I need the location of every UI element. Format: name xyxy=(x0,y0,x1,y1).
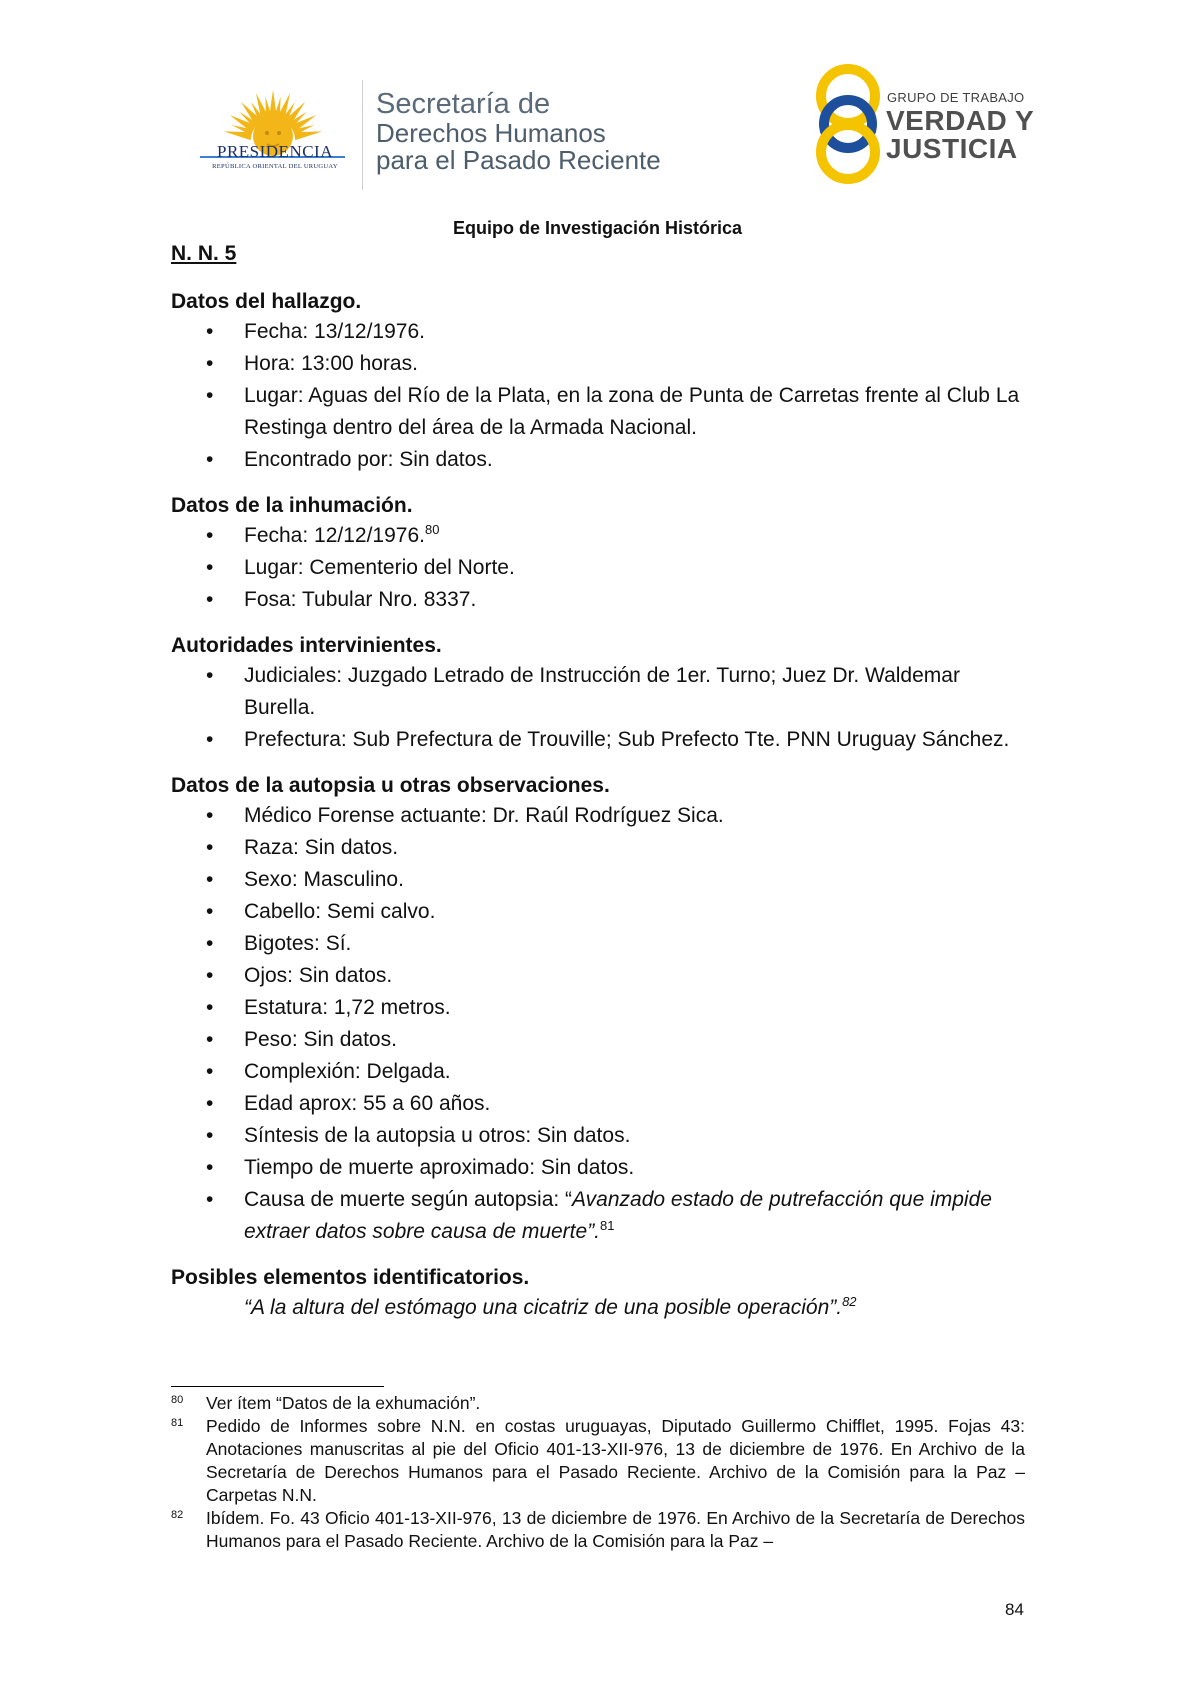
footnote: 81 Pedido de Informes sobre N.N. en costas uruguayas, Diputado Guillermo Chifflet, 1995. Fojas 43: Anotaciones manuscritas al pie del Oficio 401-13-XII-976, 13 de diciembre de 1976. En Archivo de la Secretaría de Derechos Humanos para el Pasado Reciente. Archivo de la Comisión para la Paz – Carpetas N.N. xyxy=(171,1416,1025,1505)
footnote-separator xyxy=(171,1386,384,1387)
secretaria-line1: Secretaría de xyxy=(376,88,551,120)
autoridades-list xyxy=(171,660,1031,756)
case-code: N. N. 5 xyxy=(171,242,237,265)
document-body xyxy=(171,240,1031,1324)
section-heading-autoridades: Autoridades intervinientes. xyxy=(171,634,442,657)
verdad-justicia-rings-logo xyxy=(808,60,888,188)
section-heading-inhumacion: Datos de la inhumación. xyxy=(171,494,413,517)
section-heading-autopsia: Datos de la autopsia u otras observaciones. xyxy=(171,774,610,797)
section-heading-hallazgo: Datos del hallazgo. xyxy=(171,290,362,313)
section-heading-identificatorios: Posibles elementos identificatorios. xyxy=(171,1266,530,1289)
list-item: • Fecha: 13/12/1976. xyxy=(206,320,425,343)
list-item: • Fosa: Tubular Nro. 8337. xyxy=(206,588,477,611)
footnote-ref[interactable]: 80 xyxy=(424,522,440,537)
list-item: • Raza: Sin datos. xyxy=(206,836,399,859)
list-item: • Sexo: Masculino. xyxy=(206,868,404,891)
footnote: 80 Ver ítem “Datos de la exhumación”. xyxy=(171,1393,481,1413)
list-item: • Lugar: Cementerio del Norte. xyxy=(206,556,515,579)
list-item: • Encontrado por: Sin datos. xyxy=(206,448,493,471)
list-item: • Tiempo de muerte aproximado: Sin datos. xyxy=(206,1156,635,1179)
inhumacion-list xyxy=(171,520,1031,616)
secretaria-line2: Derechos Humanos xyxy=(376,118,606,148)
page-number: 84 xyxy=(1005,1600,1024,1619)
list-item: • Judiciales: Juzgado Letrado de Instrucción de 1er. Turno; Juez Dr. Waldemar Burella. xyxy=(206,664,960,719)
team-title: Equipo de Investigación Histórica xyxy=(452,218,743,238)
list-item: • Prefectura: Sub Prefectura de Trouville; Sub Prefecto Tte. PNN Uruguay Sánchez. xyxy=(206,728,1010,751)
list-item: • Ojos: Sin datos. xyxy=(206,964,393,987)
list-item: • Fecha: 12/12/1976.80 xyxy=(206,522,440,547)
list-item: • Hora: 13:00 horas. xyxy=(206,352,418,375)
presidencia-sublabel: REPÚBLICA ORIENTAL DEL URUGUAY xyxy=(212,163,338,170)
justicia-label: JUSTICIA xyxy=(886,133,1018,164)
footnotes xyxy=(171,1392,1025,1553)
list-item: • Lugar: Aguas del Río de la Plata, en la zona de Punta de Carretas frente al Club La Restinga dentro del área de la Armada Nacional. xyxy=(206,384,1020,439)
list-item: • Cabello: Semi calvo. xyxy=(206,900,436,923)
list-item-causa: • Causa de muerte según autopsia: “Avanzado estado de putrefacción que impide extraer datos sobre causa de muerte”.$^{81}$ xyxy=(206,1188,992,1243)
list-item: • Estatura: 1,72 metros. xyxy=(206,996,451,1019)
grupo-label: GRUPO DE TRABAJO xyxy=(887,90,1025,105)
list-item: • Síntesis de la autopsia u otros: Sin datos. xyxy=(206,1124,631,1147)
identificatorios-quote: “A la altura del estómago una cicatriz de una posible operación”.$^{82}$ xyxy=(244,1294,857,1319)
presidencia-label: PRESIDENCIA xyxy=(216,142,333,161)
list-item: • Peso: Sin datos. xyxy=(206,1028,397,1051)
header-divider xyxy=(362,80,363,190)
secretaria-line3: para el Pasado Reciente xyxy=(376,145,661,175)
page-header xyxy=(0,60,1191,200)
verdad-label: VERDAD Y xyxy=(886,105,1035,136)
list-item: • Edad aprox: 55 a 60 años. xyxy=(206,1092,491,1115)
autopsia-list xyxy=(171,800,1031,1248)
footnote-ref[interactable]: 82 xyxy=(842,1294,857,1309)
footnote-ref[interactable]: 81 xyxy=(600,1218,615,1233)
footnote: 82 Ibídem. Fo. 43 Oficio 401-13-XII-976, 13 de diciembre de 1976. En Archivo de la Secretaría de Derechos Humanos para el Pasado Reciente. Archivo de la Comisión para la Paz – xyxy=(171,1508,1025,1551)
list-item: • Complexión: Delgada. xyxy=(206,1060,451,1083)
list-item: • Médico Forense actuante: Dr. Raúl Rodríguez Sica. xyxy=(206,804,724,827)
hallazgo-list xyxy=(171,316,1031,476)
list-item: • Bigotes: Sí. xyxy=(206,932,352,955)
